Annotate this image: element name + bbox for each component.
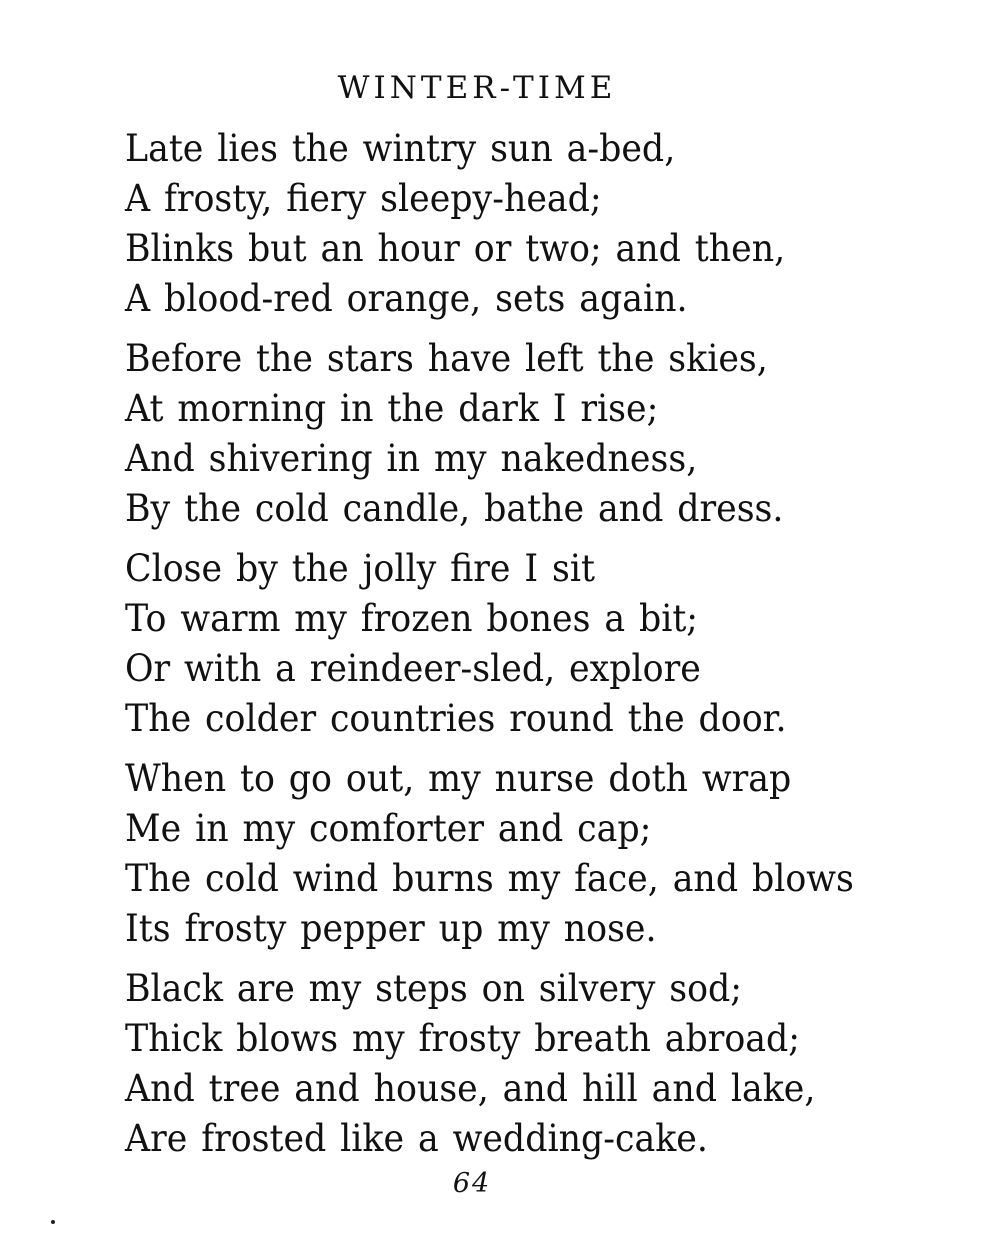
poem-line: Its frosty pepper up my nose. — [125, 907, 657, 950]
poem-line: At morning in the dark I rise; — [125, 387, 659, 430]
poem-line: The cold wind burns my face, and blows — [125, 857, 854, 900]
poem-line: Close by the jolly fire I sit — [125, 547, 595, 590]
scan-speck — [51, 1220, 55, 1224]
poem-line: To warm my frozen bones a bit; — [125, 597, 699, 640]
stanza-4 — [125, 754, 900, 954]
poem-body — [125, 124, 900, 1174]
poem-line: A frosty, fiery sleepy-head; — [125, 177, 602, 220]
poem-line: Blinks but an hour or two; and then, — [125, 227, 786, 270]
stanza-2 — [125, 334, 900, 534]
poem-line: By the cold candle, bathe and dress. — [125, 487, 784, 530]
stanza-3 — [125, 544, 900, 744]
poem-line: Late lies the wintry sun a-bed, — [125, 127, 676, 170]
poem-line: Before the stars have left the skies, — [125, 337, 768, 380]
poem-line: A blood-red orange, sets again. — [125, 277, 688, 320]
poem-line: Thick blows my frosty breath abroad; — [125, 1017, 801, 1060]
poem-title: WINTER-TIME — [337, 70, 617, 106]
poem-line: Are frosted like a wedding-cake. — [125, 1117, 708, 1160]
poem-line: And tree and house, and hill and lake, — [125, 1067, 816, 1110]
poem-line: And shivering in my nakedness, — [125, 437, 698, 480]
page-number: 64 — [452, 1168, 492, 1199]
poem-line: The colder countries round the door. — [125, 697, 787, 740]
poem-line: Black are my steps on silvery sod; — [125, 967, 743, 1010]
poem-line: Me in my comforter and cap; — [125, 807, 652, 850]
stanza-5 — [125, 964, 900, 1164]
poem-line: Or with a reindeer-sled, explore — [125, 647, 701, 690]
poem-line: When to go out, my nurse doth wrap — [125, 757, 792, 800]
stanza-1 — [125, 124, 900, 324]
